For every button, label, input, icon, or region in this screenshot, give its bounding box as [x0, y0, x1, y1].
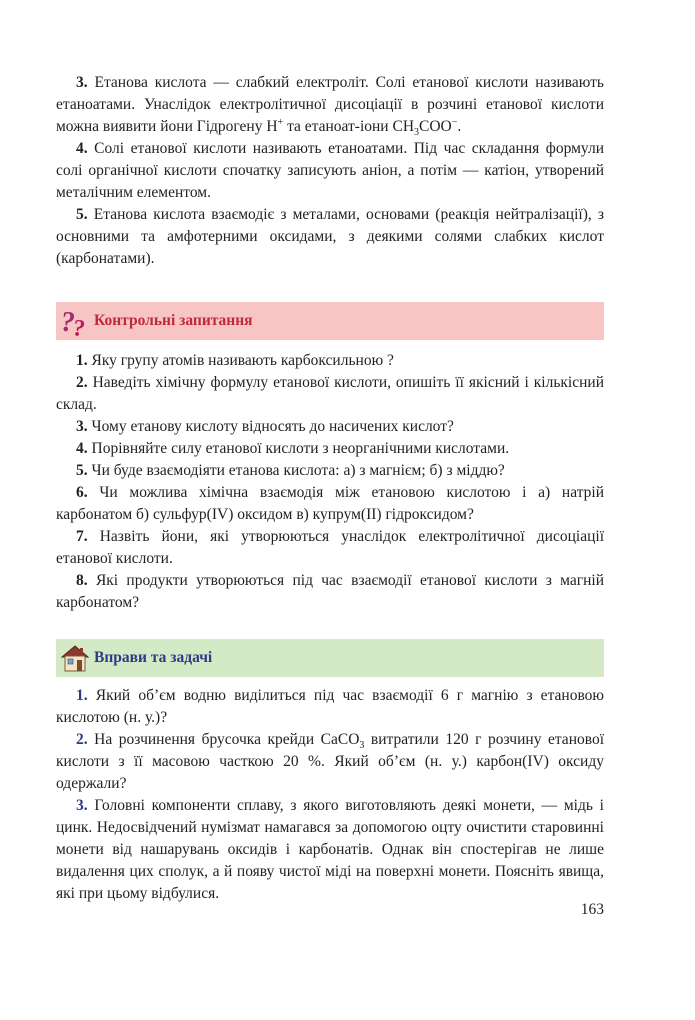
- question-3: 3. Чому етанову кислоту відносять до насичених кислот?: [76, 418, 454, 435]
- exercise-3: 3. Головні компоненти сплаву, з якого виготовляють деякі монети, — мідь і цинк. Недосвідчений нумізмат намагався за допомогою оцту очистити старовинні монети від нашарувань оксидів і карбонатів. Однак він спостерігав не лише видалення цих сполук, а й появу чистої міді на поверхні монети. Поясніть явища, які при цьому відбулися.: [56, 797, 604, 902]
- summary-item-3: 3. Етанова кислота — слабкий електроліт. Солі етанової кислоти називають етаноатами. Унаслідок електролітичної дисоціації в розчині етанової кислоти можна виявити йони Гідрогену H+ та етаноат-іони $CH_3COO^-$.: [56, 74, 605, 139]
- exercises-title: Вправи та задачі: [94, 649, 213, 666]
- summary-section: [56, 72, 604, 270]
- exercise-2: 2. На розчинення брусочка крейди CaCO$_3$ витратили 120 г розчину етанової кислоти з її масовою часткою 20 %. Який об’єм (н. у.) карбон(IV) оксиду одержали?: [56, 731, 605, 792]
- question-4: 4. Порівняйте силу етанової кислоти з неорганічними кислотами.: [76, 440, 510, 457]
- svg-text:?: ?: [61, 307, 75, 338]
- summary-item-4: 4. Солі етанової кислоти називають етаноатами. Під час складання формули солі органічної кислоти спочатку записують аніон, а потім — катіон, утворений металічним елементом.: [56, 140, 605, 201]
- question-1: 1. Яку групу атомів називають карбоксильною ?: [76, 352, 394, 369]
- summary-item-5: 5. Етанова кислота взаємодіє з металами, основами (реакція нейтралізації), з основними та амфотерними оксидами, з деякими солями слабких кислот (карбонатами).: [56, 206, 604, 267]
- exercise-1: 1. Який об’єм водню виділиться під час взаємодії 6 г магнію з етановою кислотою (н. у.)?: [56, 687, 604, 726]
- question-6: 6. Чи можлива хімічна взаємодія між етановою кислотою і а) натрій карбонатом б) сульфур(IV) оксидом в) купрум(II) гідроксидом?: [56, 484, 605, 523]
- house-icon: [60, 643, 90, 673]
- question-7: 7. Назвіть йони, які утворюються унаслідок електролітичної дисоціації етанової кислоти.: [56, 528, 604, 567]
- control-questions-title: Контрольні запитання: [94, 312, 253, 329]
- exercises-banner: [56, 639, 604, 677]
- question-5: 5. Чи буде взаємодіяти етанова кислота: а) з магнієм; б) з міддю?: [76, 462, 505, 479]
- control-questions-banner: [56, 302, 604, 340]
- svg-text:?: ?: [73, 316, 85, 339]
- control-questions-list: [56, 350, 604, 614]
- page-number: 163: [580, 901, 604, 918]
- exercises-list: [56, 685, 604, 905]
- question-marks-icon: [60, 303, 90, 339]
- question-8: 8. Які продукти утворюються під час взаємодії етанової кислоти з магній карбонатом?: [56, 572, 604, 611]
- question-2: 2. Наведіть хімічну формулу етанової кислоти, опишіть її якісний і кількісний склад.: [56, 374, 605, 413]
